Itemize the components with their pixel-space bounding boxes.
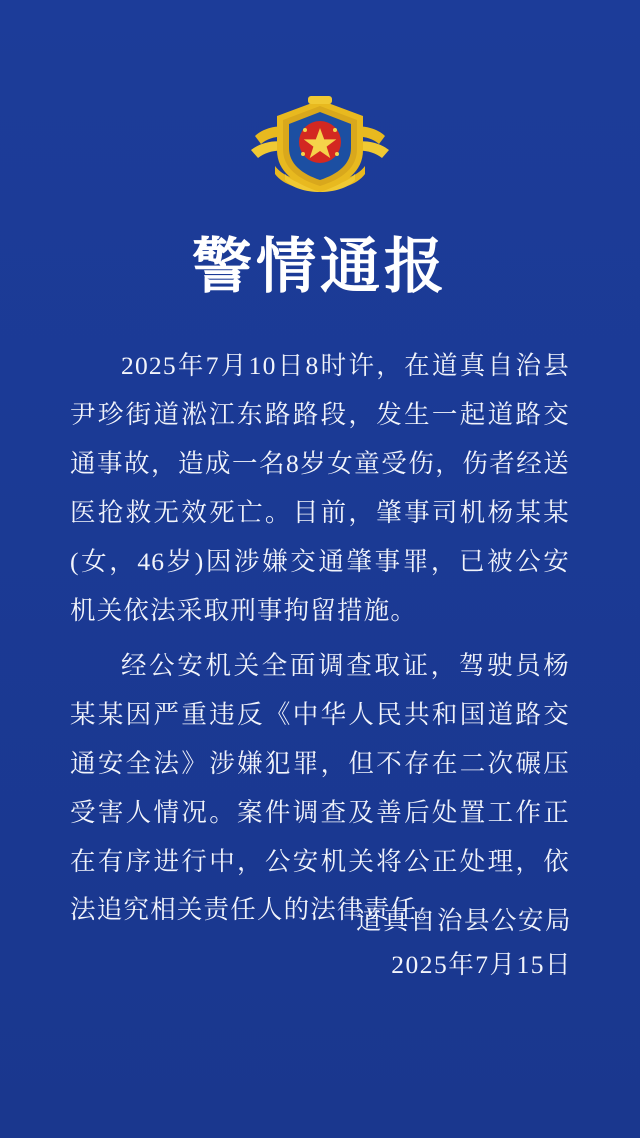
- signature-date: 2025年7月15日: [391, 950, 572, 980]
- notice-body: [70, 342, 570, 941]
- signature-block: [356, 899, 572, 988]
- notice-paragraph-2: 经公安机关全面调查取证，驾驶员杨某某因严重违反《中华人民共和国道路交通安全法》涉嫌犯罪，但不存在二次碾压受害人情况。案件调查及善后处置工作正在有序进行中，公安机关将公正处理，依法追究相关责任人的法律责任。: [70, 650, 570, 925]
- police-badge-emblem-icon: [245, 92, 395, 200]
- notice-paragraph-1: 2025年7月10日8时许，在道真自治县尹珍街道淞江东路路段，发生一起道路交通事故，造成一名8岁女童受伤，伤者经送医抢救无效死亡。目前，肇事司机杨某某(女，46岁)因涉嫌交通肇事罪，已被公安机关依法采取刑事拘留措施。: [70, 351, 570, 625]
- signature-issuer: 道真自治县公安局: [355, 905, 572, 935]
- page-title: 警情通报: [192, 234, 448, 300]
